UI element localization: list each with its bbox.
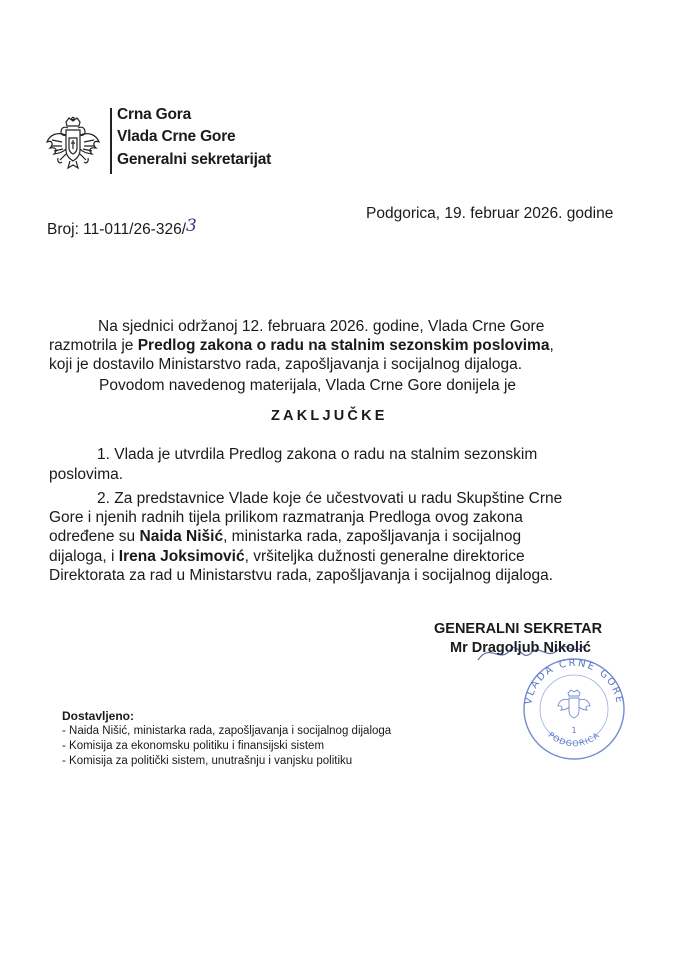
conclusion-2-line-2: Gore i njenih radnih tijela prilikom razmatranja Predloga ovog zakona xyxy=(49,509,523,526)
conclusion-2-line-1: 2. Za predstavnice Vlade koje će učestvovati u radu Skupštine Crne xyxy=(97,490,563,507)
distribution-item: - Komisija za politički sistem, unutrašnju i vanjsku politiku xyxy=(62,755,353,767)
conclusion-2-line-3-text: određene su xyxy=(49,528,140,545)
conclusion-2-line-5: Direktorata za rad u Ministarstvu rada, zapošljavanja i socijalnog dijaloga. xyxy=(49,567,554,584)
signatory-title: GENERALNI SEKRETAR xyxy=(434,621,603,637)
conclusion-2-line-3 xyxy=(49,528,521,546)
stamp-city: PODGORICA xyxy=(546,730,602,749)
official-stamp xyxy=(515,653,633,763)
header-divider xyxy=(110,108,112,174)
stamp-number: 1 xyxy=(571,726,577,735)
intro-line-4: Povodom navedenog materijala, Vlada Crne Gore donijela je xyxy=(99,377,517,394)
conclusion-2-line-4-end: , vršiteljka dužnosti generalne direktorice xyxy=(244,548,525,565)
conclusion-2-line-4 xyxy=(49,548,525,566)
intro-line-2-text: razmotrila je xyxy=(49,337,138,354)
intro-line-2-end: , xyxy=(549,337,554,354)
stamp-emblem-icon xyxy=(558,690,590,718)
header-government: Vlada Crne Gore xyxy=(117,128,236,145)
distribution-heading: Dostavljeno: xyxy=(62,709,135,723)
reference-number xyxy=(47,216,197,239)
conclusion-1-line-1: 1. Vlada je utvrdila Predlog zakona o radu na stalnim sezonskim xyxy=(97,446,538,463)
conclusion-2-line-3-end: , ministarka rada, zapošljavanja i socijalnog xyxy=(223,528,522,545)
reference-handwritten-suffix: 3 xyxy=(186,216,197,236)
law-proposal-title: Predlog zakona o radu na stalnim sezonskim poslovima xyxy=(137,337,550,354)
header-country: Crna Gora xyxy=(117,106,191,123)
reference-label: Broj: 11-011/26-326/ xyxy=(47,221,187,238)
representative-1-name: Naida Nišić xyxy=(139,528,224,545)
conclusion-1-line-2: poslovima. xyxy=(49,466,124,483)
document-title: ZAKLJUČKE xyxy=(271,408,388,424)
representative-2-name: Irena Joksimović xyxy=(118,548,245,565)
distribution-item: - Komisija za ekonomsku politiku i finansijski sistem xyxy=(62,740,325,752)
intro-line-2 xyxy=(49,337,554,355)
signatory-name: Mr Dragoljub Nikolić xyxy=(450,640,591,656)
date-line: Podgorica, 19. februar 2026. godine xyxy=(366,205,614,222)
distribution-item: - Naida Nišić, ministarka rada, zapošljavanja i socijalnog dijaloga xyxy=(62,725,392,737)
intro-line-1: Na sjednici održanoj 12. februara 2026. godine, Vlada Crne Gore xyxy=(98,318,545,335)
intro-line-3: koji je dostavilo Ministarstvo rada, zapošljavanja i socijalnog dijaloga. xyxy=(49,356,522,373)
coat-of-arms-emblem xyxy=(44,116,102,172)
header-secretariat: Generalni sekretarijat xyxy=(117,151,272,168)
conclusion-2-line-4-text: dijaloga, i xyxy=(49,548,119,565)
stamp-text: VLADA CRNE GORE xyxy=(523,657,625,706)
